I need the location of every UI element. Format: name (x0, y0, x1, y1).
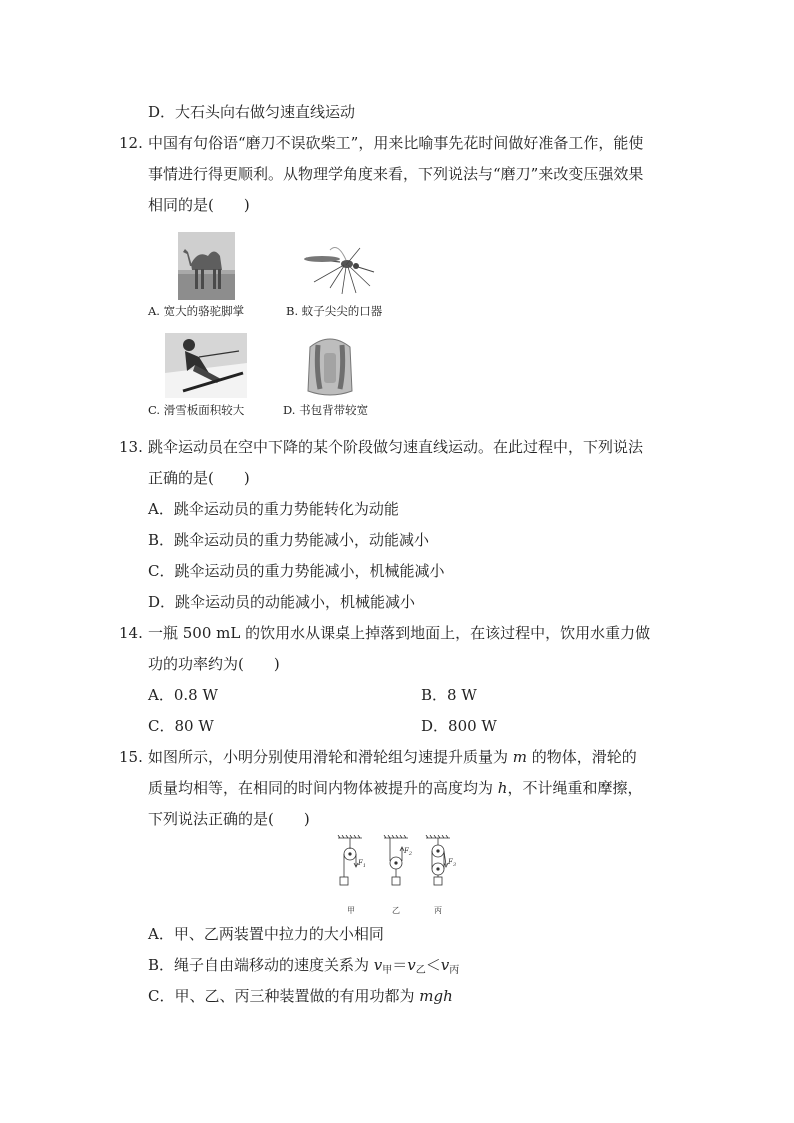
q15-option-b: B．绳子自由端移动的速度关系为 $v_甲=v_乙<v_丙$ (148, 956, 460, 976)
q14-option-d: D．800 W (421, 717, 497, 735)
q14-option-c: C．80 W (148, 717, 214, 735)
q12-caption-d: D. 书包背带较宽 (283, 403, 369, 417)
q13-stem-line-1: 跳伞运动员在空中下降的某个阶段做匀速直线运动。在此过程中，下列说法 (148, 438, 644, 456)
q11-option-d: D．大石头向右做匀速直线运动 (148, 103, 356, 121)
q15-number: 15. (119, 748, 143, 766)
q13-option-d: D．跳伞运动员的动能减小，机械能减小 (148, 593, 416, 611)
skier-photo (165, 333, 247, 398)
mosquito-drawing (290, 238, 380, 298)
q13-option-a: A．跳伞运动员的重力势能转化为动能 (148, 500, 399, 518)
q15-option-a: A．甲、乙两装置中拉力的大小相同 (148, 925, 384, 943)
f1-label: $F_1$ (358, 859, 367, 869)
q14-stem-line-2: 功的功率约为( ) (148, 655, 280, 673)
q13-number: 13. (119, 438, 143, 456)
q12-stem-line-1: 中国有句俗语“磨刀不误砍柴工”，用来比喻事先花时间做好准备工作，能使 (148, 134, 644, 152)
q14-option-a: A．0.8 W (148, 686, 218, 704)
q14-number: 14. (119, 624, 143, 642)
camel-photo (178, 232, 235, 300)
q12-stem-line-3: 相同的是( ) (148, 196, 250, 214)
q14-stem-line-1: 一瓶 500 mL 的饮用水从课桌上掉落到地面上，在该过程中，饮用水重力做 (148, 624, 651, 642)
label-jia: 甲 (347, 906, 355, 915)
q15-stem-line-2: 质量均相等，在相同的时间内物体被提升的高度均为 h，不计绳重和摩擦， (148, 779, 643, 797)
q12-number: 12. (119, 134, 143, 152)
q12-caption-a: A. 宽大的骆驼脚掌 (148, 304, 245, 318)
q12-caption-c: C. 滑雪板面积较大 (148, 403, 245, 417)
q15-option-c: C．甲、乙、丙三种装置做的有用功都为 mgh (148, 987, 453, 1005)
backpack-drawing (300, 333, 360, 399)
q14-option-b: B．8 W (421, 686, 477, 704)
label-bing: 丙 (434, 906, 442, 915)
q12-stem-line-2: 事情进行得更顺利。从物理学角度来看，下列说法与“磨刀”来改变压强效果 (148, 165, 644, 183)
q15-stem-line-3: 下列说法正确的是( ) (148, 810, 310, 828)
q13-option-c: C．跳伞运动员的重力势能减小，机械能减小 (148, 562, 445, 580)
pulley-diagram (332, 835, 464, 917)
f3-label: $F_3$ (448, 858, 457, 868)
q13-option-b: B．跳伞运动员的重力势能减小，动能减小 (148, 531, 430, 549)
q15-stem-line-1: 如图所示，小明分别使用滑轮和滑轮组匀速提升质量为 m 的物体，滑轮的 (148, 748, 637, 766)
f2-label: $F_2$ (404, 847, 413, 857)
q12-caption-b: B. 蚊子尖尖的口器 (286, 304, 383, 318)
q13-stem-line-2: 正确的是( ) (148, 469, 250, 487)
label-yi: 乙 (392, 906, 400, 915)
